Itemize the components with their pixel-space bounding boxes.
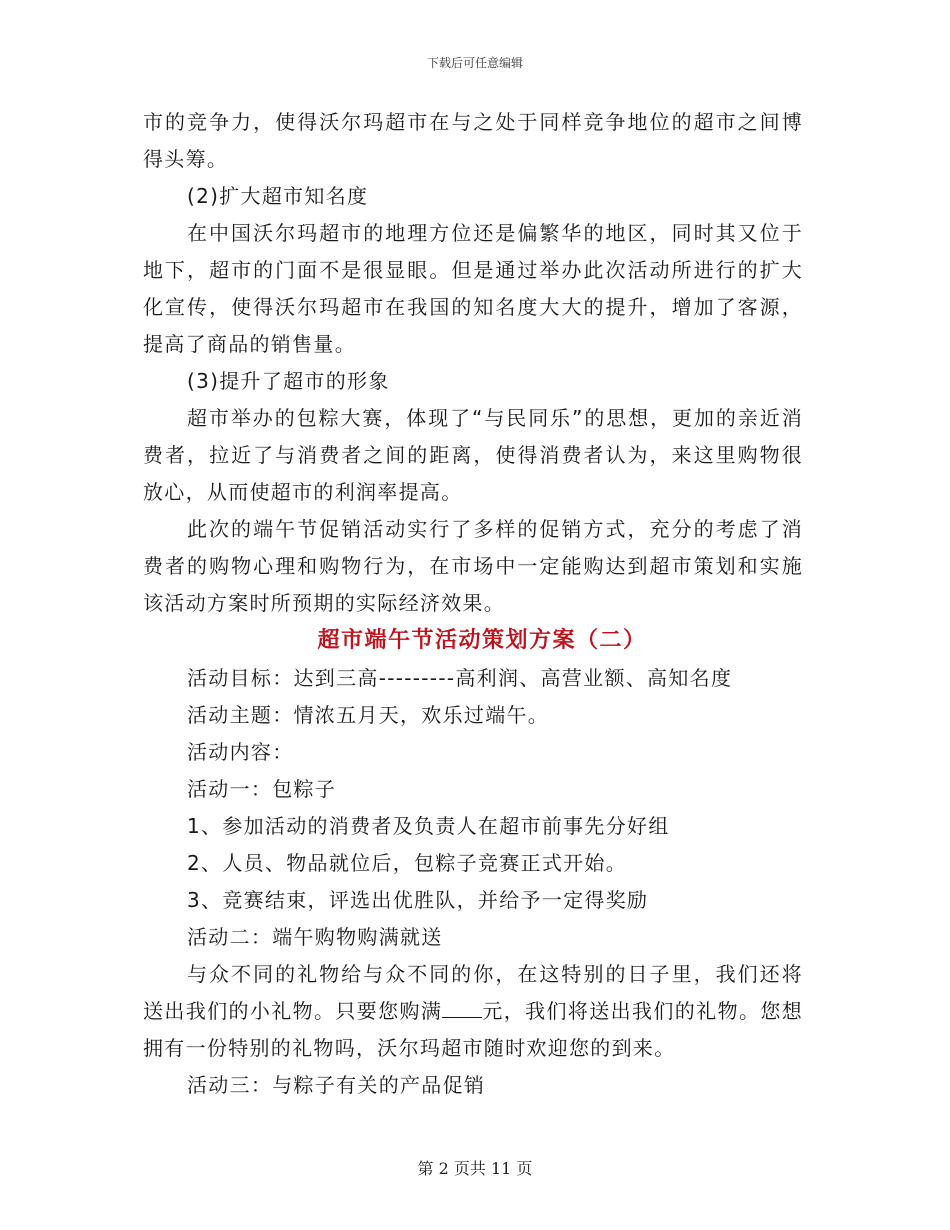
section-title: 超市端午节活动策划方案（二） xyxy=(317,628,647,653)
document-body xyxy=(143,104,803,1104)
list-item: 2、人员、物品就位后，包粽子竞赛正式开始。 xyxy=(187,851,628,875)
list-item: 1、参加活动的消费者及负责人在超市前事先分好组 xyxy=(187,814,670,838)
activity-goal: 活动目标：达到三高---------高利润、高营业额、高知名度 xyxy=(187,666,733,690)
amount-blank xyxy=(442,999,482,1018)
gift-text-start: 与众不同的礼物给与众不同的你，在这特别的日子里，我们还将送出我们的小礼物。只要您购满 xyxy=(143,962,803,1023)
activity-theme: 活动主题：情浓五月天，欢乐过端午。 xyxy=(187,703,550,727)
subheading-awareness: (2)扩大超市知名度 xyxy=(187,184,369,208)
activity-two-heading: 活动二：端午购物购满就送 xyxy=(187,925,443,949)
paragraph-summary: 此次的端午节促销活动实行了多样的促销方式，充分的考虑了消费者的购物心理和购物行为，在市场中一定能购达到超市策划和实施该活动方案时所预期的实际经济效果。 xyxy=(143,517,803,615)
activity-content-label: 活动内容： xyxy=(187,740,294,764)
activity-one-heading: 活动一：包粽子 xyxy=(187,777,337,801)
activity-three-heading: 活动三：与粽子有关的产品促销 xyxy=(187,1073,486,1097)
page-number: 第 2 页共 11 页 xyxy=(417,1159,533,1178)
paragraph-gift xyxy=(143,956,803,1067)
list-item: 3、竞赛结束，评选出优胜队，并给予一定得奖励 xyxy=(187,888,649,912)
paragraph-competition: 市的竞争力，使得沃尔玛超市在与之处于同样竞争地位的超市之间博得头筹。 xyxy=(143,110,803,171)
paragraph-image: 超市举办的包粽大赛，体现了“与民同乐”的思想，更加的亲近消费者，拉近了与消费者之间的距离，使得消费者认为，来这里购物很放心，从而使超市的利润率提高。 xyxy=(143,406,803,504)
gift-text-end: 元，我们将送出我们的礼物。您想拥有一份特别的礼物吗，沃尔玛超市随时欢迎您的到来。 xyxy=(143,999,804,1060)
paragraph-awareness: 在中国沃尔玛超市的地理方位还是偏繁华的地区，同时其又位于地下，超市的门面不是很显眼。但是通过举办此次活动所进行的扩大化宣传，使得沃尔玛超市在我国的知名度大大的提升，增加了客源，提高了商品的销售量。 xyxy=(143,221,803,356)
subheading-image: (3)提升了超市的形象 xyxy=(187,369,390,393)
header-note: 下载后可任意编辑 xyxy=(426,56,523,70)
